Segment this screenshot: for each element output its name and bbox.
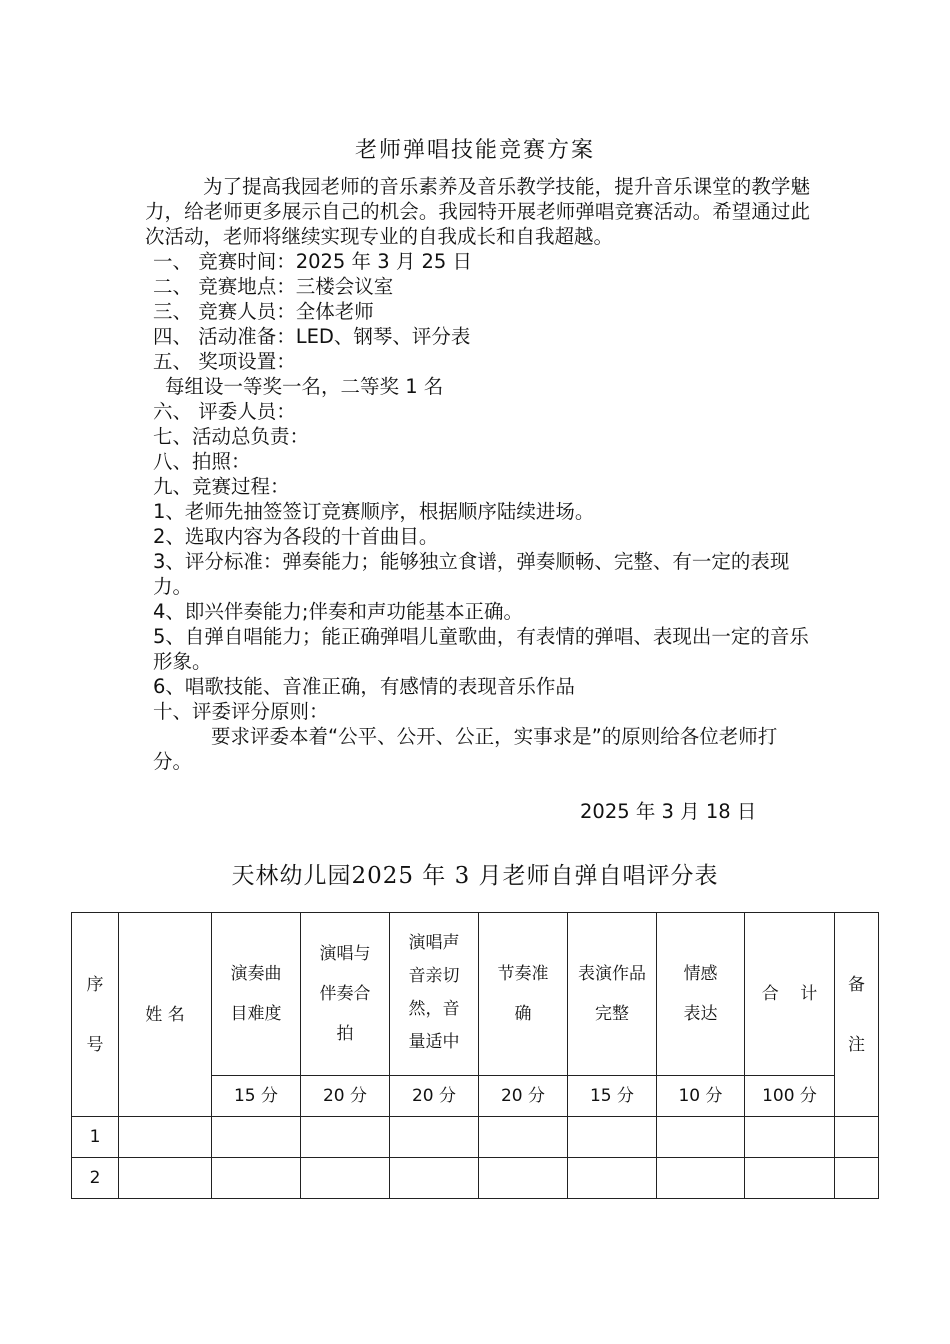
total-cell[interactable] <box>745 1158 835 1199</box>
score-cell: 20 分 <box>479 1076 568 1117</box>
score-input-cell[interactable] <box>479 1117 568 1158</box>
header-name: 姓 名 <box>119 913 212 1117</box>
name-cell[interactable] <box>119 1117 212 1158</box>
table-row <box>72 1117 879 1158</box>
header-rhythm: 节奏准确 <box>479 913 568 1076</box>
table-row <box>72 1158 879 1199</box>
score-cell: 10 分 <box>657 1076 745 1117</box>
score-table <box>71 912 879 1199</box>
process-step-1: 1、老师先抽签签订竞赛顺序，根据顺序陆续进场。 <box>153 500 595 523</box>
header-completeness: 表演作品完整 <box>568 913 657 1076</box>
score-cell: 15 分 <box>212 1076 301 1117</box>
header-difficulty: 演奏曲目难度 <box>212 913 301 1076</box>
header-row <box>72 913 879 1076</box>
name-cell[interactable] <box>119 1158 212 1199</box>
item-location: 二、 竞赛地点：三楼会议室 <box>153 275 394 298</box>
process-step-6: 6、唱歌技能、音准正确，有感情的表现音乐作品 <box>153 675 575 698</box>
score-input-cell[interactable] <box>301 1117 390 1158</box>
score-input-cell[interactable] <box>479 1158 568 1199</box>
document-body <box>145 174 810 774</box>
item-photography: 八、拍照： <box>153 450 251 473</box>
score-input-cell[interactable] <box>212 1158 301 1199</box>
score-cell: 100 分 <box>745 1076 835 1117</box>
header-sync: 演唱与伴奏合拍 <box>301 913 390 1076</box>
process-step-3: 3、评分标准：弹奏能力；能够独立食谱，弹奏顺畅、完整、有一定的表现力。 <box>153 550 790 598</box>
score-input-cell[interactable] <box>568 1158 657 1199</box>
item-preparation: 四、 活动准备：LED、钢琴、评分表 <box>153 325 471 348</box>
score-cell: 20 分 <box>301 1076 390 1117</box>
document-title: 老师弹唱技能竞赛方案 <box>354 138 595 163</box>
header-remark: 备注 <box>835 913 879 1117</box>
remark-cell[interactable] <box>835 1117 879 1158</box>
item-organizer: 七、活动总负责： <box>153 425 310 448</box>
score-input-cell[interactable] <box>390 1117 479 1158</box>
score-cell: 15 分 <box>568 1076 657 1117</box>
item-process: 九、竞赛过程： <box>153 475 290 498</box>
score-input-cell[interactable] <box>568 1117 657 1158</box>
item-time: 一、 竞赛时间：2025 年 3 月 25 日 <box>153 250 473 273</box>
score-input-cell[interactable] <box>657 1117 745 1158</box>
table-title: 天林幼儿园2025 年 3 月老师自弹自唱评分表 <box>231 863 719 889</box>
score-input-cell[interactable] <box>301 1158 390 1199</box>
process-step-5: 5、自弹自唱能力；能正确弹唱儿童歌曲，有表情的弹唱、表现出一定的音乐形象。 <box>153 625 809 673</box>
header-emotion: 情感表达 <box>657 913 745 1076</box>
score-cell: 20 分 <box>390 1076 479 1117</box>
header-no: 序号 <box>72 913 119 1117</box>
score-input-cell[interactable] <box>390 1158 479 1199</box>
process-step-4: 4、即兴伴奏能力;伴奏和声功能基本正确。 <box>153 600 523 623</box>
item-awards: 五、 奖项设置： <box>153 350 296 373</box>
item-participants: 三、 竞赛人员：全体老师 <box>153 300 374 323</box>
item-principle: 十、评委评分原则： <box>153 700 329 723</box>
total-cell[interactable] <box>745 1117 835 1158</box>
document-date: 2025 年 3 月 18 日 <box>580 800 757 823</box>
score-input-cell[interactable] <box>212 1117 301 1158</box>
principle-text: 要求评委本着“公平、公开、公正，实事求是”的原则给各位老师打分。 <box>153 725 778 773</box>
process-step-2: 2、选取内容为各段的十首曲目。 <box>153 525 439 548</box>
item-judges: 六、 评委人员： <box>153 400 296 423</box>
award-detail: 每组设一等奖一名，二等奖 1 名 <box>165 375 444 398</box>
header-total: 合 计 <box>745 913 835 1076</box>
row-number: 1 <box>72 1117 119 1158</box>
score-input-cell[interactable] <box>657 1158 745 1199</box>
row-number: 2 <box>72 1158 119 1199</box>
header-voice: 演唱声音亲切然，音量适中 <box>390 913 479 1076</box>
intro-paragraph: 为了提高我园老师的音乐素养及音乐教学技能，提升音乐课堂的教学魅力，给老师更多展示自己的机会。我园特开展老师弹唱竞赛活动。希望通过此次活动，老师将继续实现专业的自我成长和自我超越。 <box>145 175 810 248</box>
remark-cell[interactable] <box>835 1158 879 1199</box>
